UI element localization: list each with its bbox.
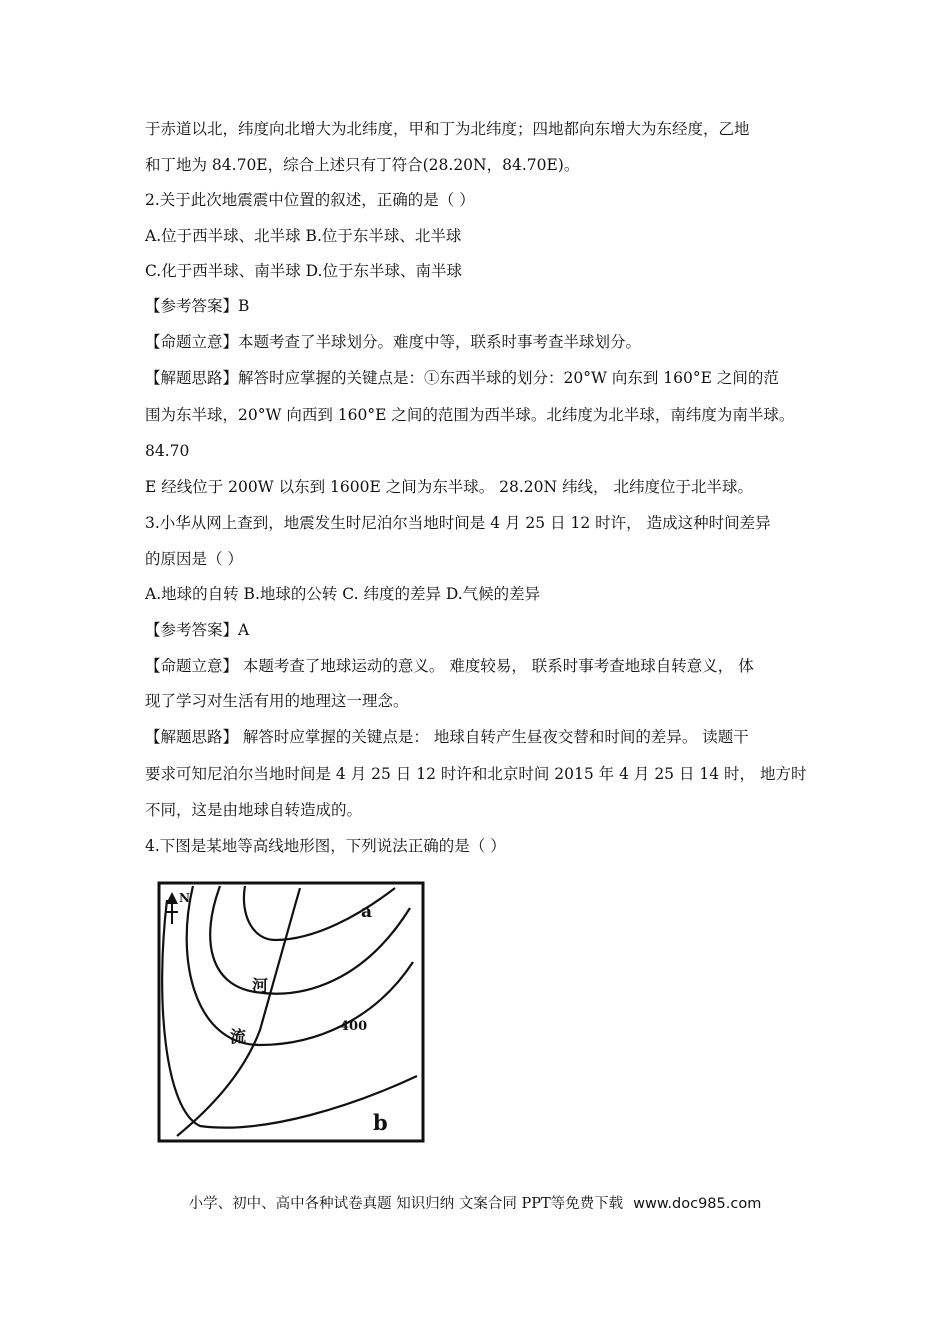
- answer-3: 【参考答案】A: [145, 621, 250, 639]
- contour-map-figure: [155, 880, 430, 1145]
- text-line: 围为东半球，20°W 向西到 160°E 之间的范围为西半球。北纬度为北半球，南纬度为南半球。: [145, 406, 795, 424]
- intent-2: 【命题立意】本题考查了半球划分。难度中等，联系时事考查半球划分。: [145, 333, 642, 351]
- contour-line: [162, 900, 417, 1128]
- river-label-he: 河: [252, 976, 269, 995]
- intent-3: 【命题立意】 本题考查了地球运动的意义。 难度较易， 联系时事考查地球自转意义， 体: [145, 657, 754, 675]
- contour-map: [155, 880, 430, 1145]
- text-line: 不同，这是由地球自转造成的。: [145, 801, 363, 819]
- question-2: 2.关于此次地震震中位置的叙述，正确的是（ ）: [145, 191, 475, 209]
- question-2-options-cd: C.化于西半球、南半球 D.位于东半球、南半球: [145, 262, 462, 280]
- text-line: 和丁地为 84.70E，综合上述只有丁符合(28.20N，84.70E)。: [145, 156, 580, 174]
- footer-url-link[interactable]: www.doc985.com: [633, 1196, 762, 1212]
- text-line: E 经线位于 200W 以东到 1600E 之间为东半球。 28.20N 纬线， 北纬度位于北半球。: [145, 478, 753, 496]
- text-line: 要求可知尼泊尔当地时间是 4 月 25 日 12 时许和北京时间 2015 年 4 月 25 日 14 时， 地方时: [145, 765, 807, 783]
- river-line: [177, 888, 300, 1136]
- point-b-label: b: [373, 1110, 388, 1135]
- point-a-label: a: [361, 902, 373, 922]
- answer-2: 【参考答案】B: [145, 297, 250, 315]
- text-line: 于赤道以北，纬度向北增大为北纬度，甲和丁为北纬度；四地都向东增大为东经度，乙地: [145, 120, 750, 138]
- solution-2: 【解题思路】解答时应掌握的关键点是：①东西半球的划分：20°W 向东到 160°E 之间的范: [145, 369, 779, 387]
- footer-text: 小学、初中、高中各种试卷真题 知识归纳 文案合同 PPT等免费下载: [188, 1196, 624, 1212]
- river-label-liu: 流: [230, 1027, 247, 1046]
- contour-line: [244, 886, 395, 940]
- contour-value-label: 400: [340, 1019, 368, 1034]
- text-line: 现了学习对生活有用的地理这一理念。: [145, 692, 409, 710]
- solution-3: 【解题思路】 解答时应掌握的关键点是： 地球自转产生昼夜交替和时间的差异。 读题干: [145, 728, 749, 746]
- text-line: 的原因是（ ）: [145, 550, 243, 568]
- question-4: 4.下图是某地等高线地形图，下列说法正确的是（ ）: [145, 837, 506, 855]
- north-label: N: [179, 891, 190, 905]
- contour-line-400: [187, 886, 413, 1045]
- question-3-options: A.地球的自转 B.地球的公转 C. 纬度的差异 D.气候的差异: [145, 585, 541, 603]
- north-arrow-icon: [166, 892, 178, 924]
- text-line: 84.70: [145, 442, 190, 460]
- question-2-options-ab: A.位于西半球、北半球 B.位于东半球、北半球: [145, 227, 462, 245]
- contour-line: [210, 886, 410, 994]
- page-footer: [0, 1192, 950, 1213]
- question-3: 3.小华从网上查到，地震发生时尼泊尔当地时间是 4 月 25 日 12 时许， 造成这种时间差异: [145, 514, 771, 532]
